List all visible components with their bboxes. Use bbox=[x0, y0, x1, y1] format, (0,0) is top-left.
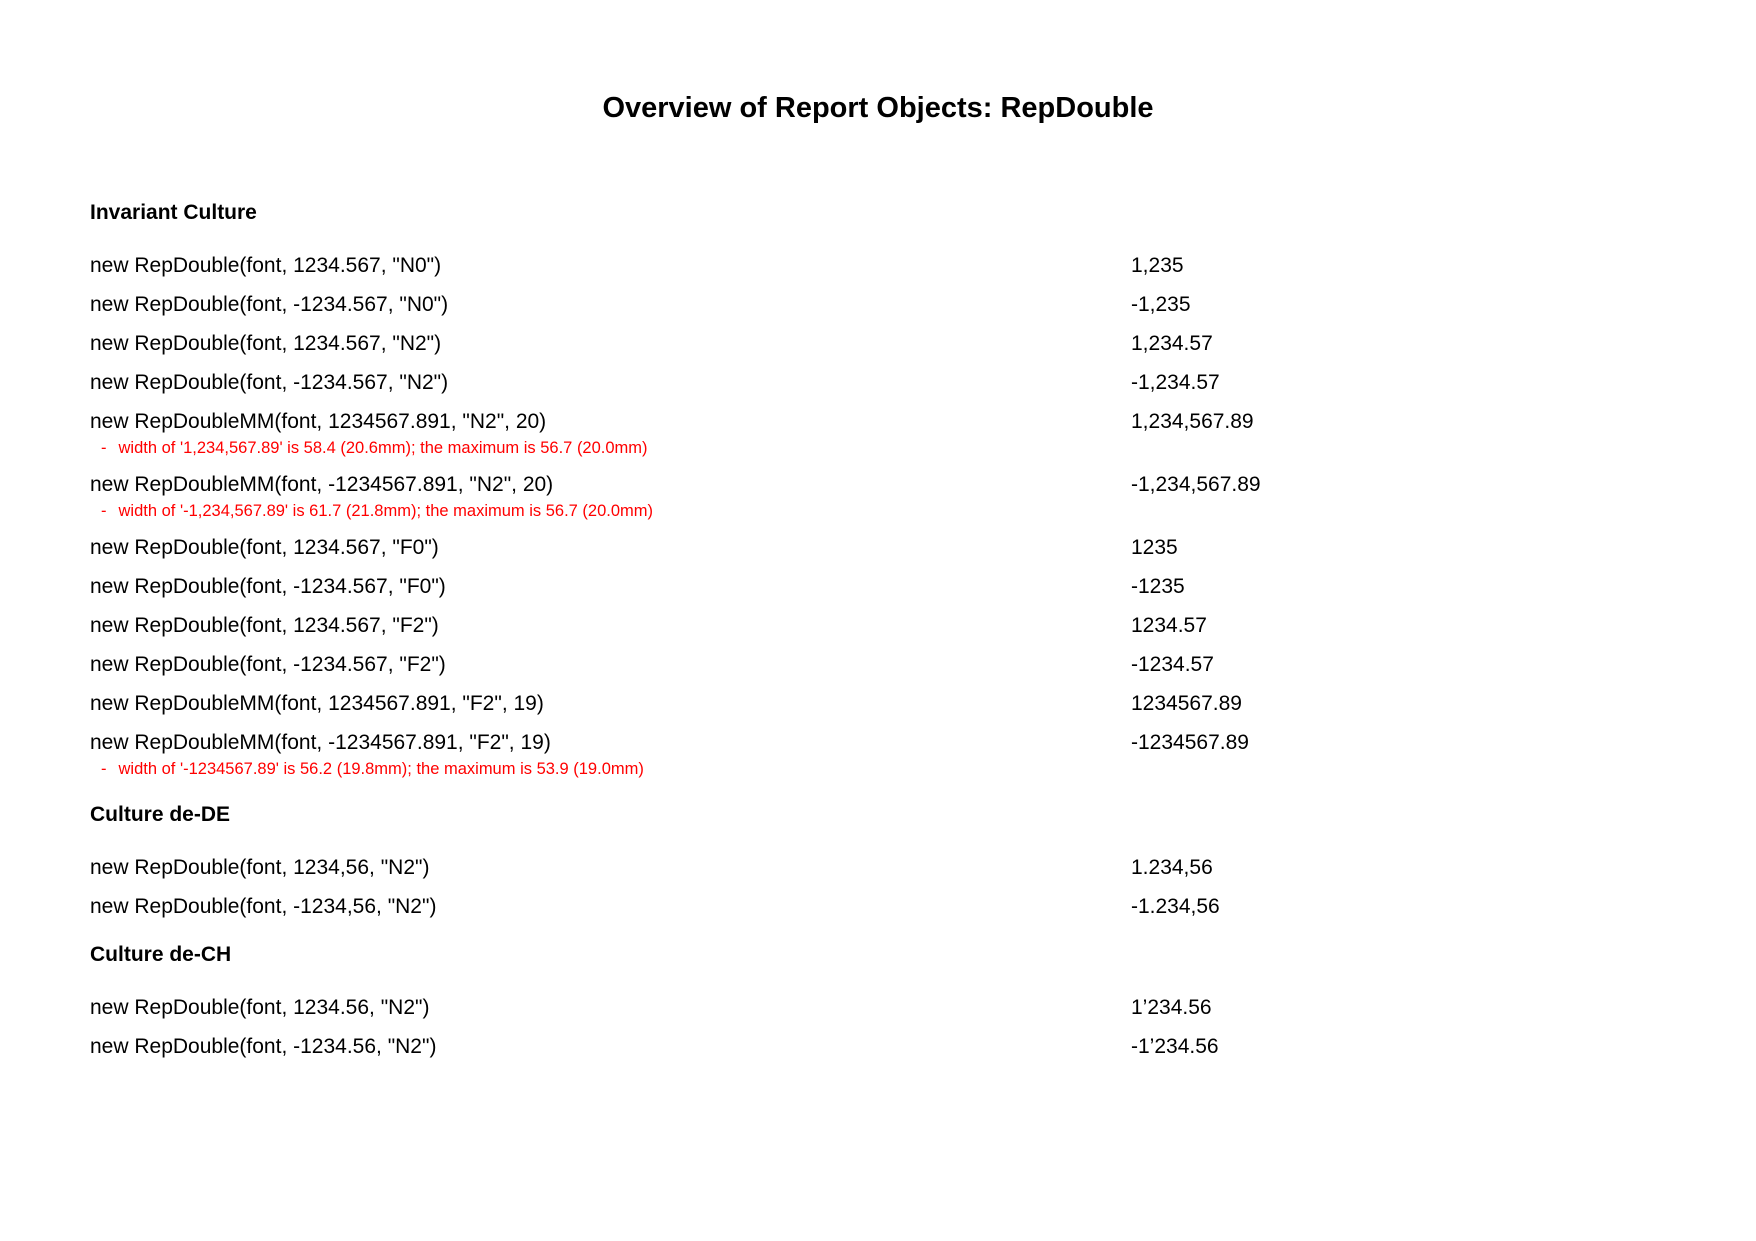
report-row bbox=[90, 407, 1670, 460]
formatted-value: 1234.57 bbox=[1131, 614, 1207, 637]
formatted-value: -1235 bbox=[1131, 575, 1185, 598]
report-section bbox=[90, 941, 1670, 1061]
formatted-value: -1,234.57 bbox=[1131, 371, 1220, 394]
formatted-value: 1’234.56 bbox=[1131, 996, 1212, 1019]
report-content bbox=[90, 199, 1670, 1071]
constructor-code: new RepDouble(font, -1234.56, "N2") bbox=[90, 1035, 437, 1058]
constructor-code: new RepDouble(font, 1234.567, "F0") bbox=[90, 536, 439, 559]
warning-text: width of '-1,234,567.89' is 61.7 (21.8mm); the maximum is 56.7 (20.0mm) bbox=[118, 502, 654, 520]
report-section bbox=[90, 801, 1670, 921]
constructor-code: new RepDoubleMM(font, 1234567.891, "F2", 19) bbox=[90, 692, 544, 715]
formatted-value: -1,235 bbox=[1131, 293, 1191, 316]
formatted-value: -1.234,56 bbox=[1131, 895, 1220, 918]
formatted-value: -1’234.56 bbox=[1131, 1035, 1219, 1058]
report-row bbox=[90, 533, 1670, 562]
report-row bbox=[90, 470, 1670, 523]
report-row bbox=[90, 853, 1670, 882]
constructor-code: new RepDouble(font, -1234.567, "F2") bbox=[90, 653, 446, 676]
report-row bbox=[90, 329, 1670, 358]
report-row bbox=[90, 572, 1670, 601]
constructor-code: new RepDouble(font, 1234.567, "N2") bbox=[90, 332, 442, 355]
constructor-code: new RepDoubleMM(font, -1234567.891, "F2", 19) bbox=[90, 731, 551, 754]
formatted-value: -1234.57 bbox=[1131, 653, 1214, 676]
report-section bbox=[90, 199, 1670, 781]
report-row bbox=[90, 650, 1670, 679]
formatted-value: 1,234.57 bbox=[1131, 332, 1213, 355]
warning-dash: - bbox=[101, 760, 107, 778]
width-warning bbox=[101, 500, 653, 522]
report-row bbox=[90, 892, 1670, 921]
report-row bbox=[90, 689, 1670, 718]
report-row bbox=[90, 290, 1670, 319]
section-heading: Culture de-DE bbox=[90, 803, 231, 826]
section-rows bbox=[90, 853, 1670, 921]
formatted-value: 1,235 bbox=[1131, 254, 1184, 277]
section-heading: Culture de-CH bbox=[90, 943, 232, 966]
constructor-code: new RepDouble(font, -1234.567, "F0") bbox=[90, 575, 446, 598]
report-row bbox=[90, 611, 1670, 640]
formatted-value: -1234567.89 bbox=[1131, 731, 1249, 754]
constructor-code: new RepDouble(font, 1234.56, "N2") bbox=[90, 996, 430, 1019]
formatted-value: 1.234,56 bbox=[1131, 856, 1213, 879]
warning-text: width of '1,234,567.89' is 58.4 (20.6mm); the maximum is 56.7 (20.0mm) bbox=[118, 439, 648, 457]
constructor-code: new RepDoubleMM(font, 1234567.891, "N2", 20) bbox=[90, 410, 547, 433]
section-rows bbox=[90, 251, 1670, 781]
width-warning bbox=[101, 437, 648, 459]
constructor-code: new RepDouble(font, 1234,56, "N2") bbox=[90, 856, 430, 879]
constructor-code: new RepDouble(font, -1234.567, "N2") bbox=[90, 371, 449, 394]
report-row bbox=[90, 368, 1670, 397]
warning-dash: - bbox=[101, 439, 107, 457]
report-row bbox=[90, 728, 1670, 781]
formatted-value: -1,234,567.89 bbox=[1131, 473, 1261, 496]
constructor-code: new RepDouble(font, 1234.567, "N0") bbox=[90, 254, 442, 277]
section-rows bbox=[90, 993, 1670, 1061]
report-row bbox=[90, 993, 1670, 1022]
report-row bbox=[90, 251, 1670, 280]
warning-text: width of '-1234567.89' is 56.2 (19.8mm); the maximum is 53.9 (19.0mm) bbox=[118, 760, 644, 778]
page-title: Overview of Report Objects: RepDouble bbox=[602, 92, 1154, 124]
constructor-code: new RepDouble(font, -1234,56, "N2") bbox=[90, 895, 437, 918]
constructor-code: new RepDouble(font, 1234.567, "F2") bbox=[90, 614, 439, 637]
section-heading: Invariant Culture bbox=[90, 201, 257, 224]
report-row bbox=[90, 1032, 1670, 1061]
formatted-value: 1234567.89 bbox=[1131, 692, 1242, 715]
formatted-value: 1235 bbox=[1131, 536, 1178, 559]
warning-dash: - bbox=[101, 502, 107, 520]
width-warning bbox=[101, 758, 644, 780]
formatted-value: 1,234,567.89 bbox=[1131, 410, 1254, 433]
constructor-code: new RepDoubleMM(font, -1234567.891, "N2", 20) bbox=[90, 473, 554, 496]
constructor-code: new RepDouble(font, -1234.567, "N0") bbox=[90, 293, 449, 316]
